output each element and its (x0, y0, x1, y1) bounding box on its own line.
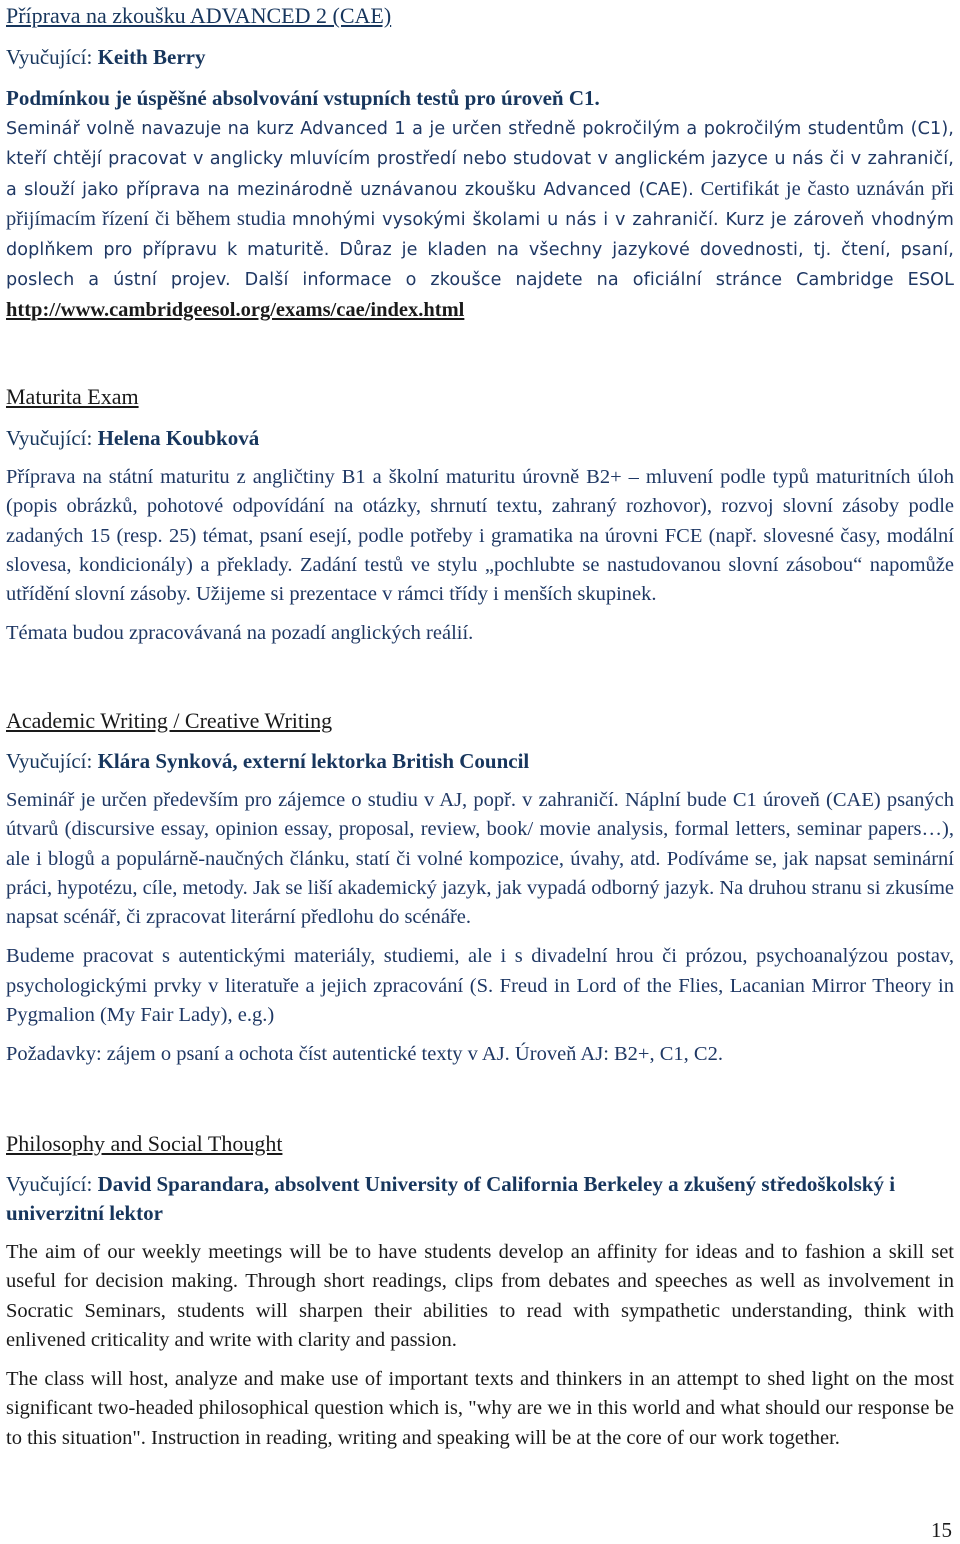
teacher-name: Klára Synková, externí lektorka British Council (97, 749, 530, 773)
section-title: Příprava na zkoušku ADVANCED 2 (CAE) (6, 3, 392, 28)
paragraph: The aim of our weekly meetings will be to have students develop an affinity for ideas and to fashion a skill set useful for decision making. Through short readings, clips from debates and speeches as well as involvement in Socratic Seminars, students will sharpen their abilities to read with sympathetic understanding, think with enlivened criticality and write with clarity and passion. (6, 1241, 954, 1351)
section-title: Academic Writing / Creative Writing (6, 708, 333, 733)
text-run: Certifikát je často uznáván při přijímacím řízení či během studia (6, 177, 954, 230)
paragraph: Požadavky: zájem o psaní a ochota číst autentické texty v AJ. Úroveň AJ: B2+, C1, C2. (6, 1043, 723, 1066)
paragraph: Témata budou zpracovávaná na pozadí anglických reálií. (6, 622, 474, 645)
paragraph: Budeme pracovat s autentickými materiály, studiemi, ale i s divadelní hrou či prózou, psychoanalýzou postav, psychologickými prvky v literatuře a jejich zpracování (S. Freud in Lord of the Flies, Lacanian Mirror Theory in Pygmalion (My Fair Lady), e.g.) (6, 945, 954, 1027)
section-academic-writing (6, 706, 954, 1070)
teacher-name: Keith Berry (97, 45, 206, 69)
requirement-line: Podmínkou je úspěšné absolvování vstupních testů pro úroveň C1. (6, 86, 600, 110)
teacher-name: Helena Koubková (97, 426, 260, 450)
teacher-line (6, 43, 954, 72)
teacher-label: Vyučující: (6, 749, 98, 773)
teacher-line (6, 747, 954, 776)
teacher-label: Vyučující: (6, 1172, 98, 1196)
section-title: Maturita Exam (6, 384, 139, 409)
section-title: Philosophy and Social Thought (6, 1131, 283, 1156)
teacher-label: Vyučující: (6, 426, 98, 450)
paragraph (6, 114, 954, 325)
text-run: Kurz je zároveň vhodným doplňkem pro přípravu k maturitě. Důraz je kladen na všechny jazykové dovednosti, tj. čtení, psaní, poslech a ústní projev. (6, 209, 954, 291)
paragraph: Seminář je určen především pro zájemce o studiu v AJ, popř. v zahraničí. Náplní bude C1 úroveň (CAE) psaných útvarů (discursive essay, opinion essay, proposal, review, book/ movie analysis, formal letters, seminar papers…), ale i blogů a populárně-naučných článku, statí či volné kompozice, úvahy, atd. Podíváme se, jak napsat seminární práci, hypotézu, cíle, metody. Jak se liší akademický jazyk, jak vypadá odborný jazyk. Na druhou stranu si zkusíme napsat scénář, či zpracovat literární předlohu do scénáře. (6, 789, 954, 929)
cambridge-link[interactable]: http://www.cambridgeesol.org/exams/cae/index.html (6, 298, 465, 321)
section-philosophy (6, 1129, 954, 1453)
text-run: v zahraničí, a slouží jako příprava na mezinárodně uznávanou zkoušku Advanced (CAE). (6, 149, 954, 200)
section-maturita (6, 382, 954, 649)
teacher-label: Vyučující: (6, 45, 98, 69)
text-run: Seminář volně navazuje na kurz Advanced 1 a je určen středně pokročilým a pokročilým studentům (C1), kteří chtějí pracovat v anglicky mluvícím prostředí nebo studovat v anglickém jazyce u nás či (6, 119, 954, 170)
section-cae (6, 0, 954, 325)
paragraph: Příprava na státní maturitu z angličtiny B1 a školní maturitu úrovně B2+ – mluvení podle typů maturitních úloh (popis obrázků, pohotové odpovídání na otázky, shrnutí textu, zahraný rozhovor), rozvoj slovní zásoby podle zadaných 15 (resp. 25) témat, psaní esejí, podle potřeby i gramatika na úrovni FCE (např. slovesné časy, modální slovesa, kondicionály) a překlady. Zadání testů ve stylu „pochlubte se nastudovanou slovní zásobou“ napomůže utřídění slovní zásoby. Užijeme si prezentace v rámci třídy i menších skupinek. (6, 466, 954, 606)
text-run: Další informace o zkoušce najdete na oficiální stránce Cambridge ESOL (230, 270, 954, 291)
page-number: 15 (931, 1518, 952, 1542)
teacher-line (6, 424, 954, 453)
teacher-line (6, 1170, 954, 1228)
text-run: mnohými vysokými školami u nás i v zahraničí. (292, 209, 719, 230)
paragraph: The class will host, analyze and make use of important texts and thinkers in an attempt to shed light on the most significant two-headed philosophical question which is, "why are we in this world and what should our response be to this situation". Instruction in reading, writing and speaking will be at the core of our work together. (6, 1368, 954, 1449)
teacher-name: David Sparandara, absolvent University of California Berkeley a zkušený středoškolský i univerzitní lektor (6, 1172, 896, 1225)
